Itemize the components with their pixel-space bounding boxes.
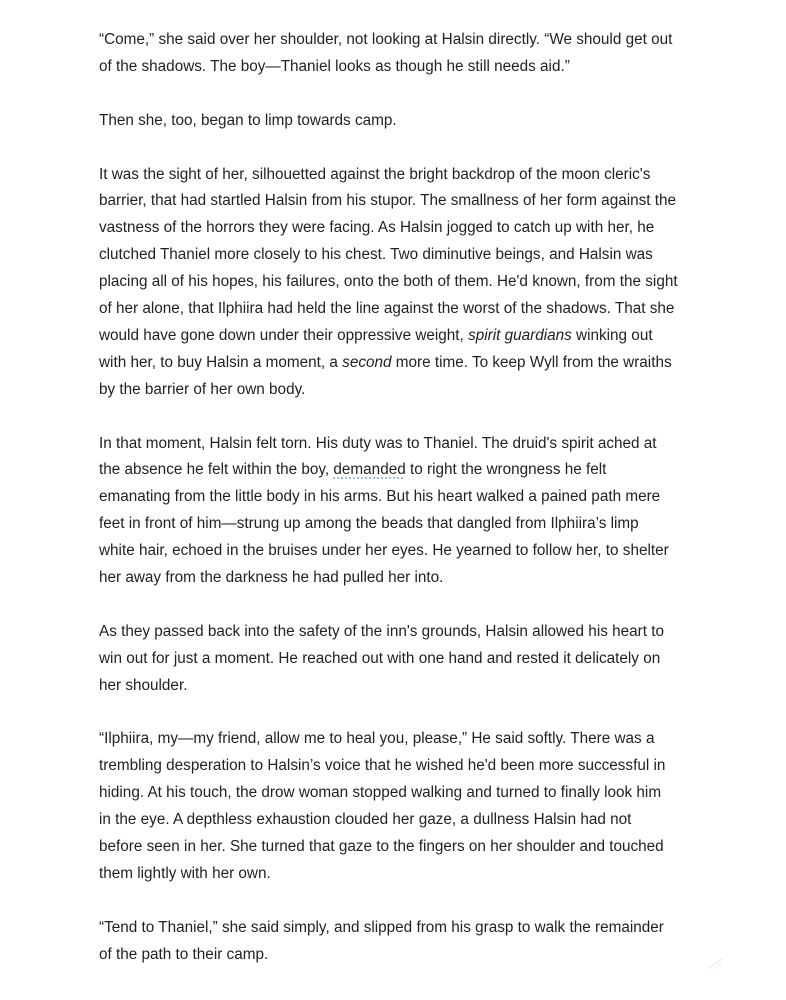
text-line	[99, 646, 699, 673]
text-run: hiding. At his touch, the drow woman stopped walking and turned to finally look him	[99, 784, 662, 802]
emphasis-text: second	[342, 353, 392, 371]
text-run: win out for just a moment. He reached out with one hand and rested it delicately on	[99, 649, 661, 667]
text-line	[99, 188, 699, 215]
text-line	[99, 780, 699, 807]
text-run: her away from the darkness he had pulled her into.	[99, 569, 444, 587]
text-line	[99, 457, 699, 484]
text-line	[99, 726, 699, 753]
text-run: of the shadows. The boy—Thaniel looks as though he still needs aid.”	[99, 57, 570, 75]
text-run: clutched Thaniel more closely to his chest. Two diminutive beings, and Halsin was	[99, 246, 653, 264]
text-line	[99, 108, 699, 135]
text-run: would have gone down under their oppressive weight,	[99, 326, 469, 344]
text-run: more time. To keep Wyll from the wraiths	[391, 353, 672, 371]
text-line	[99, 673, 699, 700]
text-line	[99, 215, 699, 242]
text-run: In that moment, Halsin felt torn. His duty was to Thaniel. The druid's spirit ached at	[99, 434, 657, 452]
paragraph	[99, 27, 699, 81]
resize-grip-icon	[706, 958, 724, 970]
text-line	[99, 538, 699, 565]
text-run: feet in front of him—strung up among the beads that dangled from Ilphiira’s limp	[99, 515, 639, 533]
text-line	[99, 915, 699, 942]
paragraph	[99, 431, 699, 592]
text-line	[99, 753, 699, 780]
text-run: her shoulder.	[99, 676, 188, 694]
text-line	[99, 242, 699, 269]
text-line	[99, 619, 699, 646]
text-line	[99, 942, 699, 969]
text-run: with her, to buy Halsin a moment, a	[99, 353, 343, 371]
text-run: “Come,” she said over her shoulder, not looking at Halsin directly. “We should get out	[99, 31, 673, 48]
text-run: the absence he felt within the boy,	[99, 461, 334, 479]
text-line	[99, 162, 699, 189]
text-line	[99, 511, 699, 538]
paragraph	[99, 915, 699, 969]
text-run: emanating from the little body in his arms. But his heart walked a pained path mere	[99, 488, 661, 506]
text-run: them lightly with her own.	[99, 865, 271, 883]
text-line	[99, 834, 699, 861]
text-run: by the barrier of her own body.	[99, 380, 306, 398]
text-run: trembling desperation to Halsin’s voice that he wished he'd been more successful in	[99, 757, 666, 775]
text-line	[99, 377, 699, 404]
text-line	[99, 861, 699, 888]
text-run: to right the wrongness he felt	[405, 461, 607, 479]
text-run: of the path to their camp.	[99, 945, 269, 963]
text-run: in the eye. A depthless exhaustion clouded her gaze, a dullness Halsin had not	[99, 811, 632, 829]
paragraph	[99, 162, 699, 404]
emphasis-text: spirit guardians	[468, 326, 572, 344]
text-line	[99, 431, 699, 458]
text-run: barrier, that had startled Halsin from his stupor. The smallness of her form against the	[99, 192, 677, 210]
text-run: of her alone, that Ilphiira had held the line against the worst of the shadows. That she	[99, 300, 675, 318]
text-run: winking out	[571, 326, 653, 344]
text-line	[99, 269, 699, 296]
text-line	[99, 350, 699, 377]
text-run: placing all of his hopes, his failures, onto the both of them. He'd known, from the sight	[99, 273, 678, 291]
paragraph	[99, 619, 699, 700]
text-run: “Ilphiira, my—my friend, allow me to heal you, please,” He said softly. There was a	[99, 730, 655, 748]
text-run: vastness of the horrors they were facing. As Halsin jogged to catch up with her, he	[99, 219, 655, 237]
story-text	[99, 27, 699, 996]
paragraph	[99, 726, 699, 887]
text-line	[99, 565, 699, 592]
text-line	[99, 27, 699, 54]
text-run: before seen in her. She turned that gaze to the fingers on her shoulder and touched	[99, 838, 664, 856]
text-run: white hair, echoed in the bruises under her eyes. He yearned to follow her, to shelter	[99, 542, 669, 560]
paragraph	[99, 108, 699, 135]
text-run: It was the sight of her, silhouetted against the bright backdrop of the moon cleric's	[99, 165, 651, 183]
flagged-word: demanded	[333, 461, 406, 479]
text-line	[99, 807, 699, 834]
text-line	[99, 54, 699, 81]
text-line	[99, 296, 699, 323]
text-line	[99, 484, 699, 511]
text-line	[99, 323, 699, 350]
text-run: “Tend to Thaniel,” she said simply, and slipped from his grasp to walk the remainder	[99, 918, 664, 936]
text-run: Then she, too, began to limp towards camp.	[99, 111, 397, 129]
text-run: As they passed back into the safety of the inn's grounds, Halsin allowed his heart to	[99, 622, 664, 640]
